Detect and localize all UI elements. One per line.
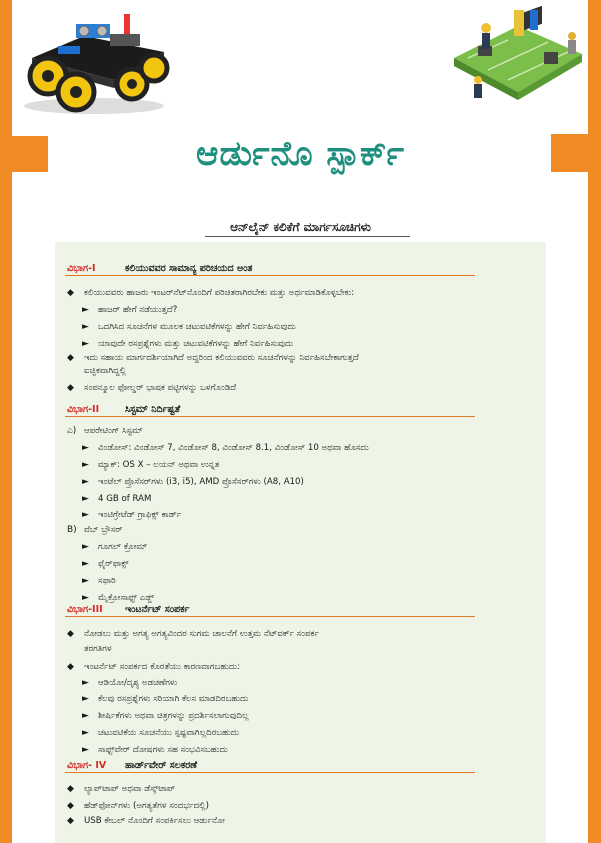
arrow-bullet-icon: ►	[82, 542, 89, 552]
section-title: ಕಲಿಯುವವರ ಸಾಮಾನ್ಯ ಪರಿಚಯದ ಅಂತ	[125, 263, 253, 274]
right-orange-accent	[588, 0, 601, 843]
arrow-bullet-icon: ►	[82, 510, 89, 520]
diamond-bullet-icon: ◆	[67, 288, 74, 298]
section-heading	[67, 760, 198, 772]
diamond-bullet-icon: ◆	[67, 662, 74, 672]
list-item-text: ಶೀರ್ಷಿಕೆಗಳು ಅಥವಾ ಚಿತ್ರಗಳನ್ನು ಪ್ರದರ್ಶಿಸಲಾಗುವುದಿಲ್ಲ	[98, 711, 249, 721]
list-item-text: ಫೈರ್‌ಫಾಕ್ಸ್	[98, 559, 129, 569]
list-item-text: ಕೆಲವು ರಸಪ್ರಶ್ನೆಗಳು ಸರಿಯಾಗಿ ಕೆಲಸ ಮಾಡದಿರಬಹುದು	[98, 694, 249, 704]
arrow-bullet-icon: ►	[82, 711, 89, 721]
list-item-text: ನೋಡಲು ಮತ್ತು ಅಗತ್ಯ ಅಗತ್ಯವಿಂದರ ಸುಗಮ ಚಾಲನೆಗೆ ಉತ್ತಮ ನೆಟ್‌ವರ್ಕ್ ಸಂಪರ್ಕ	[84, 629, 319, 639]
list-item-text: ಇದು ಸಹಾಯ ಮಾರ್ಗದರ್ಶಿಯಾಗಿದೆ ಅದ್ದರಿಂದ ಕಲಿಯುವವರು ಸೂಚನೆಗಳನ್ನು ನಿರ್ವಹಿಸಬೇಕಾಗುತ್ತದೆ	[84, 353, 359, 363]
arrow-bullet-icon: ►	[82, 322, 89, 332]
diamond-bullet-icon: ◆	[67, 353, 74, 363]
page-subtitle: ಆನ್‌ಲೈನ್ ಕಲಿಕೆಗೆ ಮಾರ್ಗಸೂಚಿಗಳು	[230, 220, 371, 234]
arrow-bullet-icon: ►	[82, 460, 89, 470]
arrow-bullet-icon: ►	[82, 576, 89, 586]
arrow-bullet-icon: ►	[82, 305, 89, 315]
list-item-text: ಚಟುವಟಿಕೆಯ ಸೂಚನೆಯು ಸ್ಪಷ್ಟವಾಗಿಲ್ಲದಿರಬಹುದು	[98, 728, 240, 738]
arrow-bullet-icon: ►	[82, 494, 89, 504]
list-marker: B)	[67, 525, 77, 535]
circuit-board-illustration	[448, 6, 588, 110]
list-item-text: ವಿಂಡೋಸ್: ವಿಂಡೋಸ್ 7, ವಿಂಡೋಸ್ 8, ವಿಂಡೋಸ್ 8.1, ವಿಂಡೋಸ್ 10 ಅಥವಾ ಹೊಸದು	[98, 443, 369, 453]
list-item-text: USB ಕೇಬಲ್ ನೊಂದಿಗೆ ಸಂಪರ್ಕಿಸಲು ಆರ್ಡುನೋ	[84, 816, 226, 826]
arrow-bullet-icon: ►	[82, 728, 89, 738]
section-title: ಇಂಟರ್ನೆಟ್ ಸಂಪರ್ಕ	[125, 604, 190, 615]
list-marker: ಎ)	[67, 426, 77, 436]
section-heading	[67, 604, 190, 616]
arrow-bullet-icon: ►	[82, 559, 89, 569]
diamond-bullet-icon: ◆	[67, 784, 74, 794]
section-label: ವಿಭಾಗ-III	[67, 604, 103, 615]
diamond-bullet-icon: ◆	[67, 383, 74, 393]
page-title: ಆರ್ಡುನೊ ಸ್ಪಾರ್ಕ್	[196, 134, 405, 174]
arrow-bullet-icon: ►	[82, 443, 89, 453]
section-rule	[65, 616, 475, 617]
diamond-bullet-icon: ◆	[67, 816, 74, 826]
section-heading	[67, 404, 181, 416]
list-item-text: ಒದಗಿಸಿದ ಸೂಚನೆಗಳ ಮೂಲಕ ಚಟುವಟಿಕೆಗಳನ್ನು ಹೇಗೆ ನಿರ್ವಹಿಸುವುದು	[98, 322, 296, 332]
arrow-bullet-icon: ►	[82, 678, 89, 688]
section-title: ಸಿಸ್ಟಮ್ ನಿರ್ದಿಷ್ಟತೆ	[125, 404, 181, 415]
diamond-bullet-icon: ◆	[67, 801, 74, 811]
section-label: ವಿಭಾಗ-I	[67, 263, 96, 274]
list-item-text: ಆಪರೇಟಿಂಗ್ ಸಿಸ್ಟಮ್	[84, 426, 143, 436]
list-item-text: ಆಡಿಯೋ/ದೃಶ್ಯ ಅಡಚಣೆಗಳು	[98, 678, 178, 688]
list-item-text: ಮ್ಯಾಕ್: OS X – ಲಯನ್ ಅಥವಾ ಉನ್ನತ	[98, 460, 220, 470]
robot-car-illustration	[14, 6, 174, 118]
diamond-bullet-icon: ◆	[67, 629, 74, 639]
section-label: ವಿಭಾಗ-II	[67, 404, 100, 415]
section-heading	[67, 263, 253, 275]
list-item-text: ಐಚ್ಛಿಕವಾಗಿದ್ದಲ್ಲಿ	[84, 366, 126, 376]
arrow-bullet-icon: ►	[82, 339, 89, 349]
arrow-bullet-icon: ►	[82, 745, 89, 755]
list-item-text: ಇಂಟೆಲ್ ಪ್ರೊಸೆಸರ್‌ಗಳು (i3, i5), AMD ಪ್ರೊಸೆಸರ್‌ಗಳು (A8, A10)	[98, 477, 304, 487]
arrow-bullet-icon: ►	[82, 477, 89, 487]
list-item-text: ಸಫಾರಿ	[98, 576, 116, 586]
subtitle-underline	[205, 236, 410, 237]
list-item-text: ಯಾವುದೇ ರಸಪ್ರಶ್ನೆಗಳು ಮತ್ತು ಚಟುವಟಿಕೆಗಳನ್ನು ಹೇಗೆ ನಿರ್ವಹಿಸುವುದು	[98, 339, 294, 349]
list-item-text: ಕಲಿಯುವವರು ಹಾಜರು ಇಂಟರ್‌ನೆಟ್‌ನೊಂದಿಗೆ ಪರಿಚಿತರಾಗಿರಬೇಕು ಮತ್ತು ಅರ್ಥಮಾಡಿಕೊಳ್ಳಬೇಕು:	[84, 288, 355, 298]
list-item-text: ಇಂಟಿಗ್ರೇಟೆಡ್ ಗ್ರಾಫಿಕ್ಸ್ ಕಾರ್ಡ್	[98, 510, 182, 520]
list-item-text: ವೆಬ್ ಬ್ರೌಸರ್	[84, 525, 123, 535]
section-title: ಹಾರ್ಡ್‌ವೇರ್ ಸಲಕರಣೆ	[125, 760, 198, 771]
list-item-text: ಸಂಪನ್ಮೂಲ ಫೋಲ್ಡರ್ ಭಾಷಕ ಪಟ್ಟಿಗಳನ್ನು ಒಳಗೊಂಡಿದೆ	[84, 383, 237, 393]
arrow-bullet-icon: ►	[82, 593, 89, 603]
list-item-text: ಹೆಡ್‌ಫೋನ್‌ಗಳು (ಅಗತ್ಯತೆಗಳ ಸಂದರ್ಭದಲ್ಲಿ)	[84, 801, 209, 811]
arrow-bullet-icon: ►	[82, 694, 89, 704]
section-rule	[65, 772, 475, 773]
list-item-text: ಇಂಟರ್ನೆಟ್ ಸಂಪರ್ಕದ ಕೊರತೆಯು ಕಾರಣವಾಗಬಹುದು:	[84, 662, 241, 672]
list-item-text: 4 GB of RAM	[98, 494, 152, 504]
list-item-text: ಸಾಫ್ಟ್‌ವೇರ್ ದೋಷಗಳು ಸಹ ಸಂಭವಿಸಬಹುದು	[98, 745, 228, 755]
list-item-text: ಲ್ಯಾಪ್‌ಟಾಪ್ ಅಥವಾ ಡೆಸ್ಕ್‌ಟಾಪ್	[84, 784, 176, 794]
list-item-text: ಗೂಗಲ್ ಕ್ರೋಮ್	[98, 542, 148, 552]
list-item-text: ಮೈಕ್ರೋಸಾಫ್ಟ್ ಎಡ್ಜ್	[98, 593, 155, 603]
left-orange-accent	[0, 0, 12, 843]
list-item-text: ಹಾಜರ್ ಹೇಗೆ ನಡೆಯುತ್ತದೆ?	[98, 305, 178, 315]
section-rule	[65, 416, 475, 417]
section-label: ವಿಭಾಗ- IV	[67, 760, 107, 771]
list-item-text: ತರಗತಿಗಳ	[84, 644, 112, 654]
section-rule	[65, 275, 475, 276]
